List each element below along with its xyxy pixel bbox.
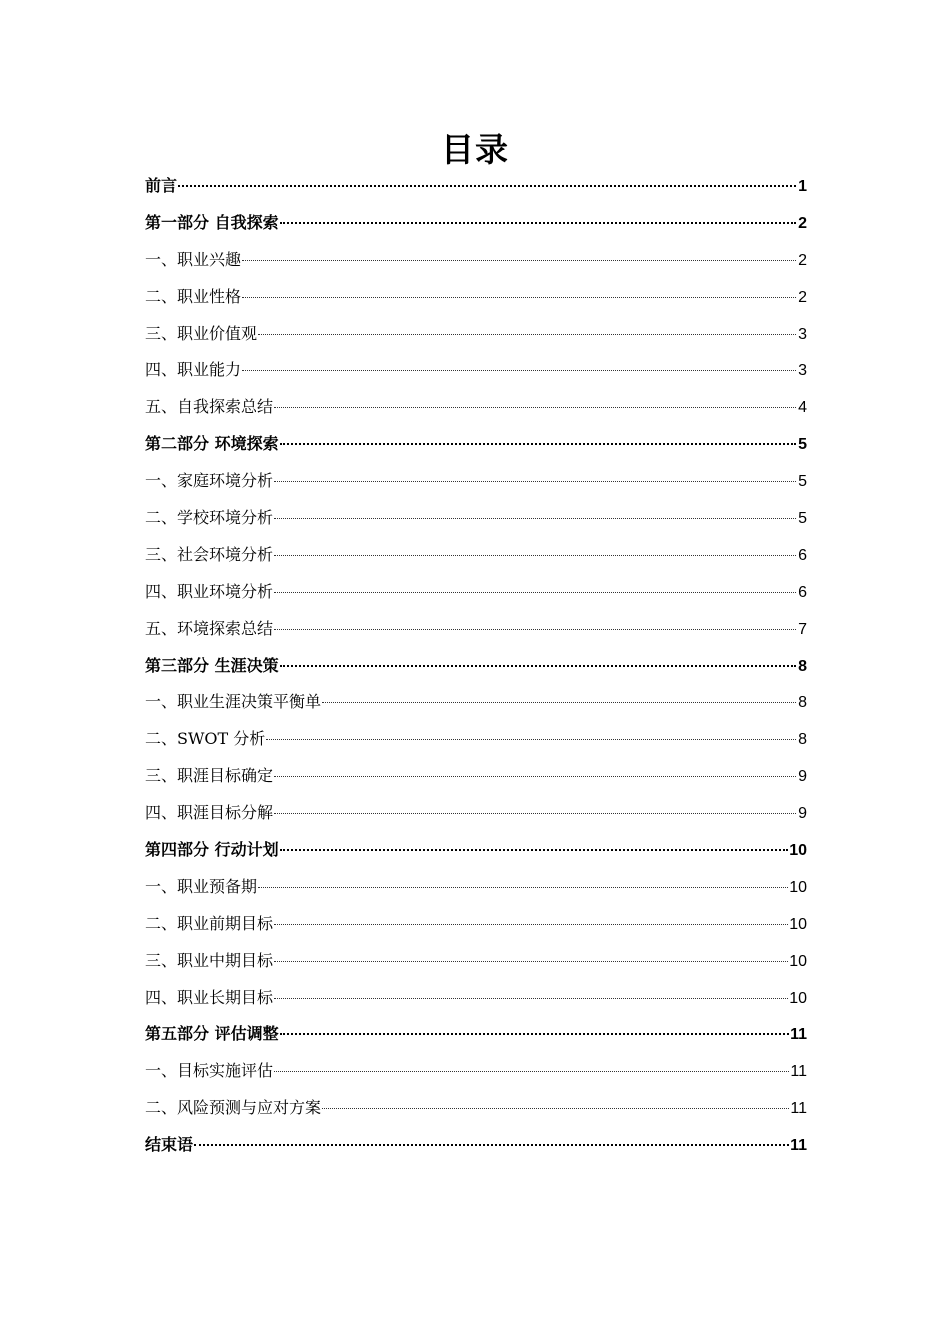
toc-subsection-entry[interactable] — [145, 869, 807, 906]
toc-section-entry[interactable] — [145, 648, 807, 685]
toc-page-number: 9 — [798, 805, 807, 823]
toc-title: 目录 — [441, 130, 509, 169]
toc-entry-label: 二、职业前期目标 — [145, 913, 274, 933]
toc-page-number: 7 — [798, 620, 807, 638]
toc-entry-label: 一、职业预备期 — [145, 876, 258, 896]
toc-subsection-entry[interactable] — [145, 758, 807, 795]
toc-entry-label: 三、社会环境分析 — [145, 544, 274, 564]
toc-entry-label: 二、SWOT 分析 — [145, 729, 266, 749]
toc-entry-label: 一、目标实施评估 — [145, 1061, 274, 1081]
toc-page-number: 10 — [789, 842, 807, 860]
toc-subsection-entry[interactable] — [145, 684, 807, 721]
toc-dot-leader — [280, 443, 796, 445]
toc-page-number: 11 — [790, 1137, 807, 1155]
toc-page-number: 5 — [798, 473, 807, 491]
toc-entry-label: 三、职涯目标确定 — [145, 766, 274, 786]
toc-subsection-entry[interactable] — [145, 463, 807, 500]
toc-dot-leader — [274, 998, 788, 999]
toc-page-number: 2 — [798, 214, 807, 232]
toc-page-number: 10 — [789, 989, 807, 1007]
toc-section-entry[interactable] — [145, 168, 807, 205]
toc-entry-label: 五、环境探索总结 — [145, 618, 274, 638]
toc-entry-label: 第三部分 生涯决策 — [145, 655, 279, 675]
toc-dot-leader — [274, 924, 788, 925]
toc-subsection-entry[interactable] — [145, 242, 807, 279]
toc-page-number: 8 — [798, 657, 807, 675]
toc-dot-leader — [280, 1033, 790, 1035]
toc-dot-leader — [274, 481, 796, 482]
toc-section-entry[interactable] — [145, 205, 807, 242]
toc-page-number: 11 — [790, 1100, 807, 1118]
toc-subsection-entry[interactable] — [145, 611, 807, 648]
toc-entry-label: 一、职业生涯决策平衡单 — [145, 692, 322, 712]
table-of-contents — [145, 168, 807, 1164]
toc-page-number: 5 — [798, 436, 807, 454]
toc-page-number: 10 — [789, 952, 807, 970]
toc-dot-leader — [274, 407, 796, 408]
toc-subsection-entry[interactable] — [145, 1053, 807, 1090]
toc-page-number: 9 — [798, 768, 807, 786]
toc-subsection-entry[interactable] — [145, 537, 807, 574]
toc-subsection-entry[interactable] — [145, 389, 807, 426]
toc-entry-label: 一、家庭环境分析 — [145, 471, 274, 491]
toc-dot-leader — [274, 813, 796, 814]
toc-subsection-entry[interactable] — [145, 1090, 807, 1127]
toc-entry-label: 结束语 — [145, 1135, 194, 1155]
toc-dot-leader — [242, 370, 796, 371]
toc-page-number: 6 — [798, 546, 807, 564]
toc-subsection-entry[interactable] — [145, 943, 807, 980]
toc-page-number: 4 — [798, 399, 807, 417]
toc-dot-leader — [242, 297, 796, 298]
toc-page-number: 11 — [790, 1026, 807, 1044]
toc-dot-leader — [178, 185, 796, 187]
toc-subsection-entry[interactable] — [145, 906, 807, 943]
toc-page-number: 8 — [798, 694, 807, 712]
toc-entry-label: 五、自我探索总结 — [145, 397, 274, 417]
toc-entry-label: 二、风险预测与应对方案 — [145, 1098, 322, 1118]
toc-entry-label: 前言 — [145, 176, 178, 195]
toc-dot-leader — [274, 776, 796, 777]
toc-page-number: 3 — [798, 325, 807, 343]
toc-entry-label: 第五部分 评估调整 — [145, 1024, 279, 1044]
toc-page-number: 8 — [798, 731, 807, 749]
toc-subsection-entry[interactable] — [145, 500, 807, 537]
toc-dot-leader — [274, 629, 796, 630]
toc-page-number: 10 — [789, 878, 807, 896]
toc-entry-label: 四、职业长期目标 — [145, 987, 274, 1007]
toc-dot-leader — [258, 334, 796, 335]
toc-dot-leader — [274, 555, 796, 556]
toc-subsection-entry[interactable] — [145, 721, 807, 758]
toc-entry-label: 一、职业兴趣 — [145, 249, 242, 269]
toc-section-entry[interactable] — [145, 1016, 807, 1053]
toc-entry-label: 三、职业价值观 — [145, 323, 258, 343]
toc-dot-leader — [194, 1144, 789, 1146]
toc-section-entry[interactable] — [145, 426, 807, 463]
toc-page-number: 2 — [798, 251, 807, 269]
toc-subsection-entry[interactable] — [145, 316, 807, 353]
toc-page-number: 10 — [789, 915, 807, 933]
toc-page-number: 3 — [798, 362, 807, 380]
toc-dot-leader — [242, 260, 796, 261]
toc-page-number: 1 — [798, 178, 807, 195]
toc-entry-label: 四、职涯目标分解 — [145, 803, 274, 823]
toc-entry-label: 第一部分 自我探索 — [145, 212, 279, 232]
toc-subsection-entry[interactable] — [145, 980, 807, 1017]
toc-subsection-entry[interactable] — [145, 352, 807, 389]
toc-entry-label: 四、职业能力 — [145, 360, 242, 380]
toc-dot-leader — [322, 1108, 789, 1109]
toc-dot-leader — [280, 849, 789, 851]
toc-dot-leader — [274, 592, 796, 593]
toc-entry-label: 二、职业性格 — [145, 286, 242, 306]
toc-dot-leader — [274, 961, 788, 962]
toc-section-entry[interactable] — [145, 1127, 807, 1164]
toc-page-number: 6 — [798, 583, 807, 601]
toc-dot-leader — [280, 222, 796, 224]
toc-dot-leader — [274, 1071, 789, 1072]
toc-entry-label: 二、学校环境分析 — [145, 508, 274, 528]
toc-dot-leader — [266, 739, 796, 740]
toc-page-number: 2 — [798, 288, 807, 306]
toc-entry-label: 四、职业环境分析 — [145, 581, 274, 601]
toc-entry-label: 第二部分 环境探索 — [145, 434, 279, 454]
toc-page-number: 11 — [790, 1063, 807, 1081]
toc-entry-label: 三、职业中期目标 — [145, 950, 274, 970]
toc-dot-leader — [280, 665, 796, 667]
toc-page-number: 5 — [798, 510, 807, 528]
toc-subsection-entry[interactable] — [145, 279, 807, 316]
toc-dot-leader — [258, 887, 788, 888]
toc-entry-label: 第四部分 行动计划 — [145, 840, 279, 860]
toc-dot-leader — [274, 518, 796, 519]
toc-dot-leader — [322, 702, 796, 703]
toc-subsection-entry[interactable] — [145, 574, 807, 611]
toc-subsection-entry[interactable] — [145, 795, 807, 832]
toc-section-entry[interactable] — [145, 832, 807, 869]
